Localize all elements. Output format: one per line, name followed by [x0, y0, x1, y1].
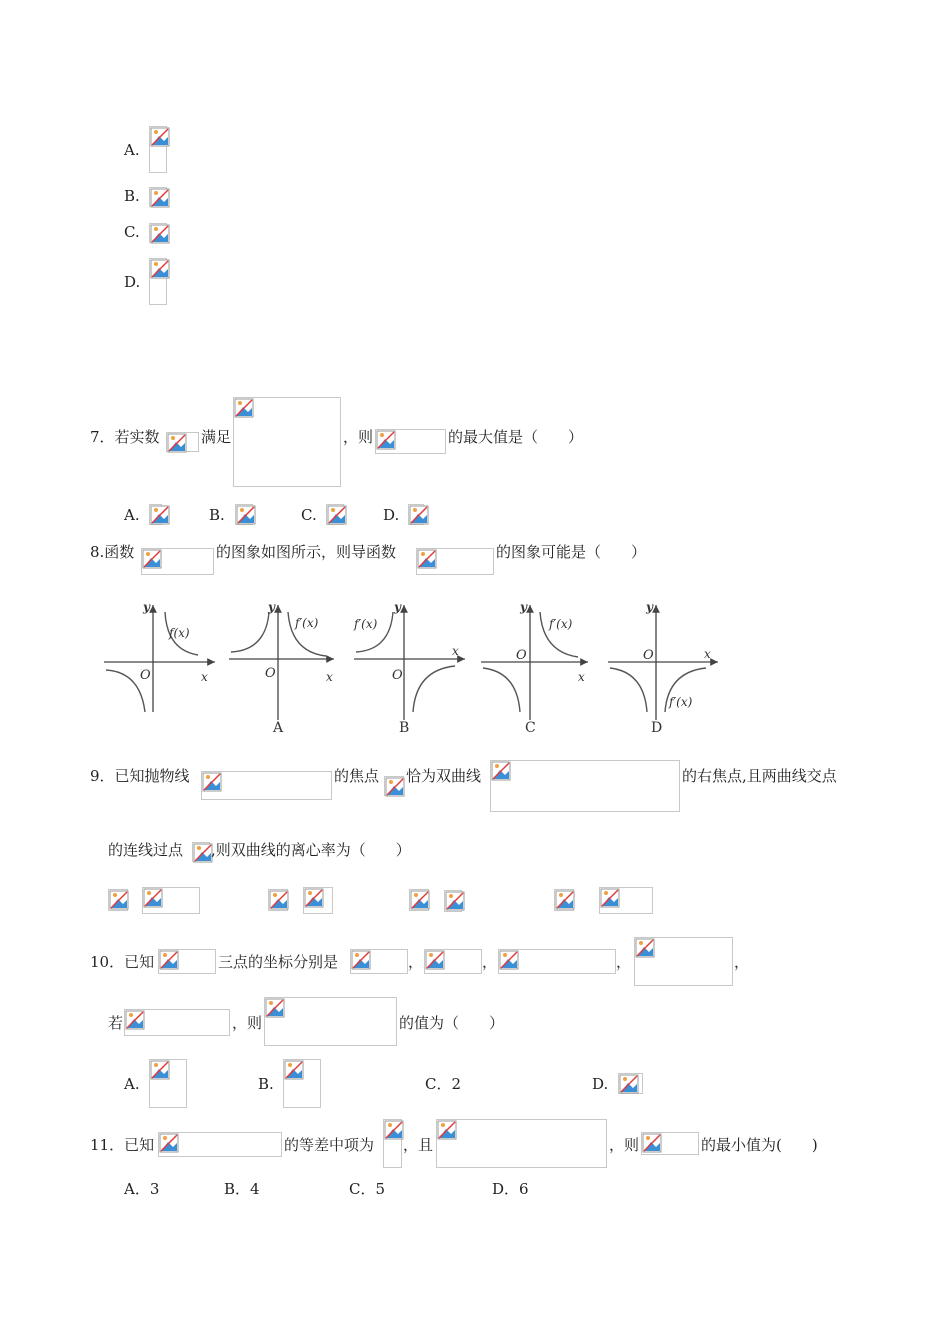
broken-image-icon: [385, 777, 405, 797]
q11-expression-image: [436, 1119, 607, 1168]
broken-image-icon: [555, 890, 575, 910]
broken-image-icon: [265, 998, 285, 1018]
broken-image-icon: [143, 888, 163, 908]
broken-image-icon: [202, 772, 222, 792]
q10-text-1: 三点的坐标分别是: [218, 953, 339, 971]
q6-option-a-label: A.: [124, 141, 140, 159]
q10-option-a-image: [149, 1059, 187, 1108]
graph-b-x-label: x: [452, 644, 459, 658]
graph-b-fpx-label: f′(x): [354, 617, 378, 631]
graph-c-y-label: y: [520, 600, 527, 614]
q11-text-1: 的等差中项为: [284, 1136, 375, 1154]
broken-image-icon: [635, 938, 655, 958]
q9-option-c-letter-image: [409, 889, 429, 911]
q8-text-2: 的图象可能是（ ）: [496, 543, 647, 561]
q7-option-c-label: C.: [301, 506, 317, 524]
broken-image-icon: [159, 1133, 179, 1153]
graph-original-fx-label: f(x): [169, 626, 190, 640]
graph-d-letter: D: [651, 720, 663, 736]
q9-option-d-value-image: [599, 887, 653, 914]
graph-a-x-label: x: [326, 670, 333, 684]
q10-option-c-label: C．2: [425, 1075, 462, 1093]
q7-text-1: 满足: [201, 428, 232, 446]
q10-points-image: [158, 949, 216, 974]
graph-c-x-label: x: [578, 670, 585, 684]
graph-a-fpx-label: f′(x): [295, 616, 319, 630]
graph-option-a: [229, 600, 334, 736]
q10-vector-condition-image: [124, 1009, 230, 1036]
q11-option-a: A．3: [124, 1180, 160, 1198]
q10-coord-a-image: [350, 949, 408, 974]
q10-text-3: ，则: [232, 1014, 263, 1032]
broken-image-icon: [437, 1120, 457, 1140]
q10-option-b-image: [283, 1059, 321, 1108]
q7-text-2: ，则: [343, 428, 374, 446]
q9-option-a-letter-image: [108, 889, 128, 911]
broken-image-icon: [619, 1074, 639, 1094]
q9-text-1: 的焦点: [334, 767, 380, 785]
graph-d-fpx-label: f′(x): [669, 695, 693, 709]
q9-number-text: 9．已知抛物线: [90, 767, 190, 785]
q9-text-4: 的连线过点: [108, 841, 184, 859]
broken-image-icon: [159, 950, 179, 970]
q11-text-2: ，且: [403, 1136, 434, 1154]
q10-target-image: [264, 997, 397, 1046]
graph-original-y-label: y: [143, 600, 150, 614]
q10-text-4: 的值为（ ）: [399, 1014, 505, 1032]
q11-option-c: C．5: [349, 1180, 386, 1198]
broken-image-icon: [284, 1060, 304, 1080]
broken-image-icon: [150, 1060, 170, 1080]
graph-b-y-label: y: [394, 600, 401, 614]
q11-number-text: 11．已知: [90, 1136, 155, 1154]
q9-option-b-value-image: [303, 887, 333, 914]
broken-image-icon: [410, 890, 430, 910]
broken-image-icon: [491, 761, 511, 781]
graph-c-o-label: O: [516, 648, 527, 663]
q9-parabola-image: [201, 771, 332, 800]
broken-image-icon: [499, 950, 519, 970]
q9-text-5: ,则双曲线的离心率为（ ）: [211, 841, 411, 859]
q9-option-b-letter-image: [268, 889, 288, 911]
q10-comma-1: ，: [408, 953, 424, 971]
graph-option-c: [481, 600, 588, 736]
broken-image-icon: [600, 888, 620, 908]
graph-a-letter: A: [273, 720, 284, 736]
q7-option-d-label: D.: [383, 506, 400, 524]
graph-original-o-label: O: [140, 668, 151, 683]
broken-image-icon: [445, 891, 465, 911]
q10-number-text: 10．已知: [90, 953, 155, 971]
graph-d-o-label: O: [643, 648, 654, 663]
graph-option-b: [353, 600, 465, 736]
q6-option-d-label: D.: [124, 273, 141, 291]
q6-option-c-label: C.: [124, 223, 140, 241]
q10-option-a-label: A.: [124, 1075, 140, 1093]
q8-text-1: 的图象如图所示，则导函数: [216, 543, 397, 561]
q11-middle-term-image: [383, 1119, 402, 1168]
broken-image-icon: [269, 890, 289, 910]
q11-text-4: 的最小值为( ): [701, 1136, 818, 1154]
q10-option-d-label: D.: [592, 1075, 609, 1093]
broken-image-icon: [193, 843, 213, 863]
graph-b-letter: B: [399, 720, 410, 736]
q10-coord-c-image: [498, 949, 616, 974]
q9-hyperbola-image: [490, 760, 680, 812]
broken-image-icon: [109, 890, 129, 910]
graph-a-y-label: y: [268, 600, 275, 614]
graph-d-y-label: y: [646, 600, 653, 614]
graph-c-fpx-label: f′(x): [549, 617, 573, 631]
q11-option-d: D．6: [492, 1180, 529, 1198]
graph-original-fx: [104, 600, 215, 712]
graph-option-d: [608, 600, 718, 736]
broken-image-icon: [642, 1133, 662, 1153]
q10-condition-image: [634, 937, 733, 986]
broken-image-icon: [425, 950, 445, 970]
broken-image-icon: [384, 1120, 404, 1140]
q11-condition-image: [158, 1132, 282, 1157]
graph-b-o-label: O: [392, 668, 403, 683]
q7-number-text: 7．若实数: [90, 428, 160, 446]
graph-a-o-label: O: [265, 666, 276, 681]
q10-comma-2: ，: [482, 953, 498, 971]
q9-option-c-value-image: [444, 890, 462, 912]
q7-text-3: 的最大值是（ ）: [448, 428, 584, 446]
q9-text-3: 的右焦点,且两曲线交点: [682, 767, 837, 785]
q6-option-b-label: B.: [124, 187, 140, 205]
graph-c-letter: C: [525, 720, 536, 736]
broken-image-icon: [351, 950, 371, 970]
q10-option-d-image: [618, 1073, 643, 1094]
q11-option-b: B．4: [224, 1180, 260, 1198]
q11-target-image: [641, 1132, 699, 1155]
q9-point-image: [192, 842, 210, 862]
q9-option-a-value-image: [142, 887, 200, 914]
q10-coord-b-image: [424, 949, 482, 974]
graph-d-x-label: x: [704, 647, 711, 661]
q10-option-b-label: B.: [258, 1075, 274, 1093]
broken-image-icon: [125, 1010, 145, 1030]
q10-comma-3: ，: [616, 953, 632, 971]
broken-image-icon: [304, 888, 324, 908]
q7-option-a-label: A.: [124, 506, 140, 524]
q10-comma-4: ，: [734, 953, 750, 971]
q10-text-2: 若: [108, 1014, 124, 1032]
q7-option-b-label: B.: [209, 506, 225, 524]
q8-number-text: 8.函数: [90, 543, 135, 561]
q9-text-2: 恰为双曲线: [406, 767, 482, 785]
q9-focus-image: [384, 776, 404, 796]
graph-original-x-label: x: [201, 670, 208, 684]
q11-text-3: ，则: [609, 1136, 640, 1154]
q9-option-d-letter-image: [554, 889, 574, 911]
